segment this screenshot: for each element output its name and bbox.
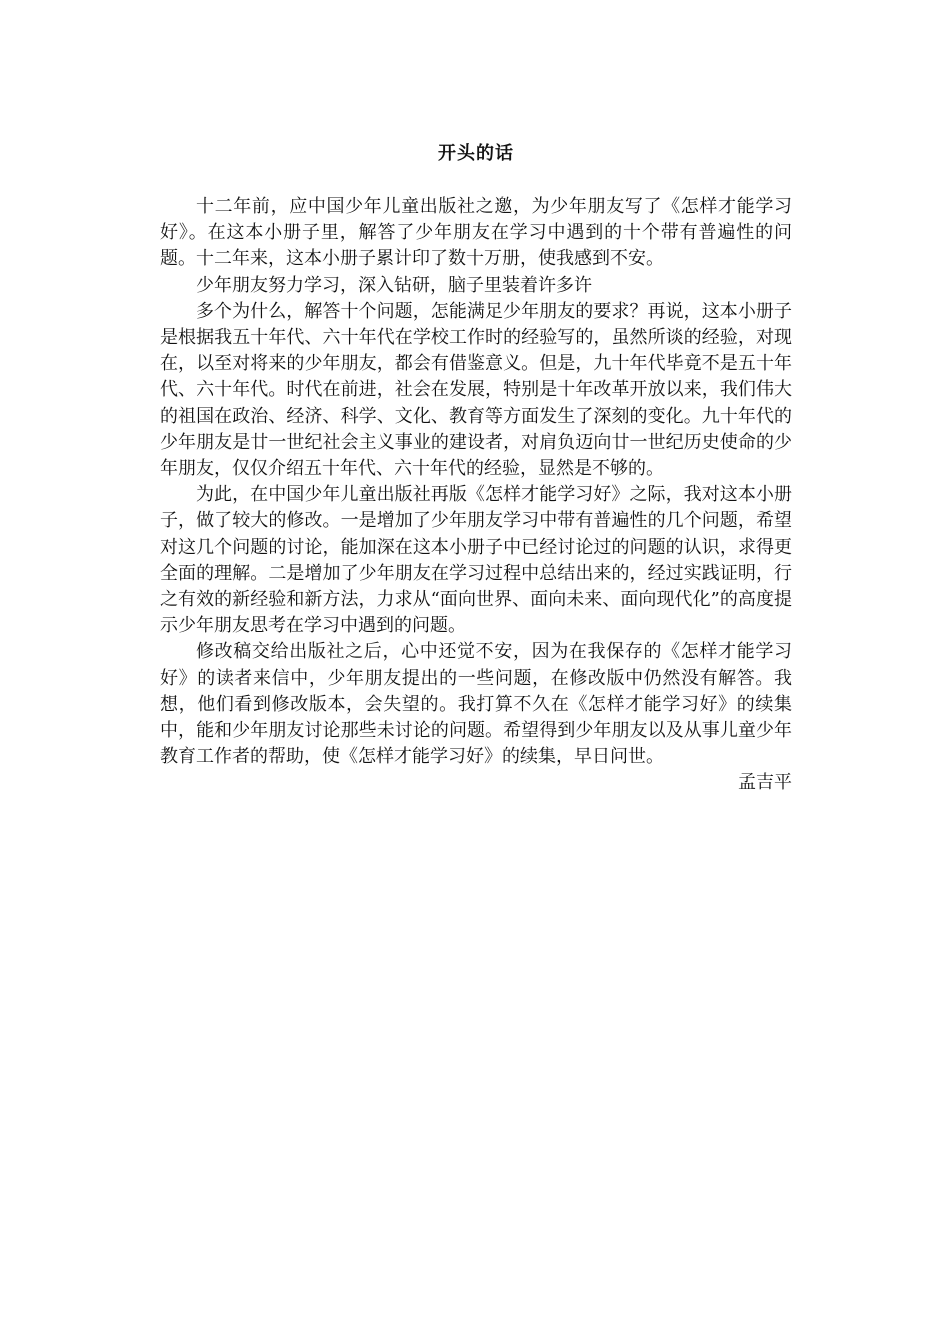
- paragraph-5: 修改稿交给出版社之后，心中还觉不安，因为在我保存的《怎样才能学习好》的读者来信中，少年朋友提出的一些问题，在修改版中仍然没有解答。我想，他们看到修改版本，会失望的。我打算不久在《怎样才能学习好》的续集中，能和少年朋友讨论那些未讨论的问题。希望得到少年朋友以及从事儿童少年教育工作者的帮助，使《怎样才能学习好》的续集，早日问世。: [160, 641, 792, 768]
- author-signature: 孟吉平: [738, 772, 792, 794]
- page-title: 开头的话: [438, 143, 514, 164]
- paragraph-4: 为此，在中国少年儿童出版社再版《怎样才能学习好》之际，我对这本小册子，做了较大的修改。一是增加了少年朋友学习中带有普遍性的几个问题，希望对这几个问题的讨论，能加深在这本小册子中已经讨论过的问题的认识，求得更全面的理解。二是增加了少年朋友在学习过程中总结出来的，经过实践证明，行之有效的新经验和新方法，力求从“面向世界、面向未来、面向现代化”的高度提示少年朋友思考在学习中遇到的问题。: [160, 484, 792, 637]
- paragraph-1: 十二年前，应中国少年儿童出版社之邀，为少年朋友写了《怎样才能学习好》。在这本小册子里，解答了少年朋友在学习中遇到的十个带有普遍性的问题。十二年来，这本小册子累计印了数十万册，使我感到不安。: [160, 196, 792, 270]
- paragraph-2: 少年朋友努力学习，深入钻研，脑子里装着许多许: [196, 274, 592, 296]
- document-page: [160, 140, 792, 797]
- paragraph-3: 多个为什么，解答十个问题，怎能满足少年朋友的要求？再说，这本小册子是根据我五十年代、六十年代在学校工作时的经验写的，虽然所谈的经验，对现在，以至对将来的少年朋友，都会有借鉴意义。但是，九十年代毕竟不是五十年代、六十年代。时代在前进，社会在发展，特别是十年改革开放以来，我们伟大的祖国在政治、经济、科学、文化、教育等方面发生了深刻的变化。九十年代的少年朋友是廿一世纪社会主义事业的建设者，对肩负迈向廿一世纪历史使命的少年朋友，仅仅介绍五十年代、六十年代的经验，显然是不够的。: [160, 300, 792, 480]
